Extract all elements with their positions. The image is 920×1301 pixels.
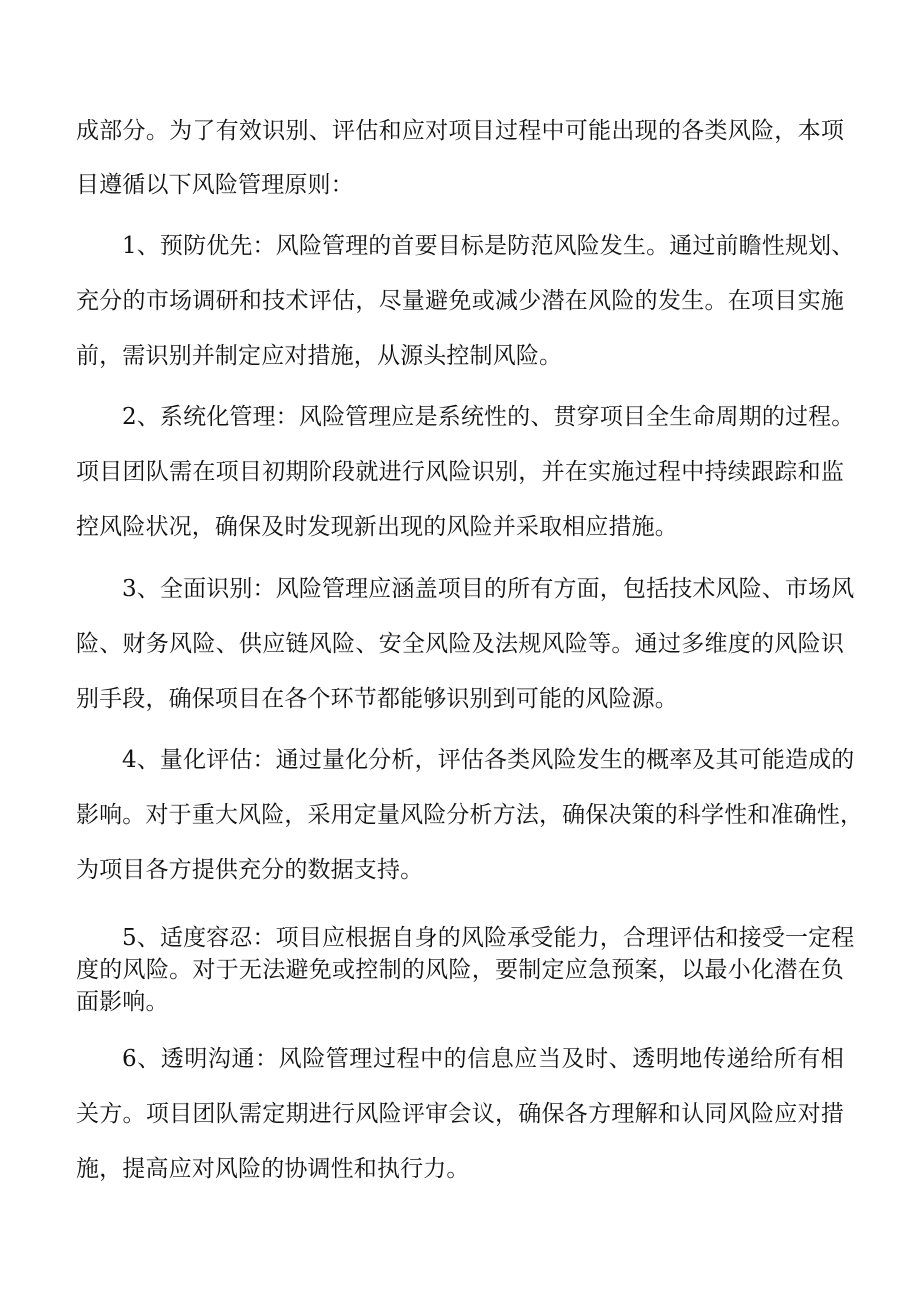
principle-6-line-1: 6、透明沟通：风险管理过程中的信息应当及时、透明地传递给所有相 <box>122 1046 844 1072</box>
principle-3-line-3: 别手段，确保项目在各个环节都能够识别到可能的风险源。 <box>76 686 678 712</box>
paragraph-intro-line-2: 目遵循以下风险管理原则： <box>76 172 354 198</box>
principle-5-line-1: 5、适度容忍：项目应根据自身的风险承受能力，合理评估和接受一定程 <box>122 925 855 951</box>
paragraph-intro-line-1: 成部分。为了有效识别、评估和应对项目过程中可能出现的各类风险，本项 <box>76 118 844 144</box>
principle-5-line-3: 面影响。 <box>76 989 169 1015</box>
principle-4-line-3: 为项目各方提供充分的数据支持。 <box>76 857 424 883</box>
principle-2-line-3: 控风险状况，确保及时发现新出现的风险并采取相应措施。 <box>76 514 678 540</box>
principle-3-line-2: 险、财务风险、供应链风险、安全风险及法规风险等。通过多维度的风险识 <box>76 631 844 657</box>
principle-2-line-1: 2、系统化管理：风险管理应是系统性的、贯穿项目全生命周期的过程。 <box>122 404 855 430</box>
principle-2-line-2: 项目团队需在项目初期阶段就进行风险识别，并在实施过程中持续跟踪和监 <box>76 459 844 485</box>
principle-1-line-2: 充分的市场调研和技术评估，尽量避免或减少潜在风险的发生。在项目实施 <box>76 288 844 314</box>
principle-4-line-1: 4、量化评估：通过量化分析，评估各类风险发生的概率及其可能造成的 <box>122 747 855 773</box>
principle-6-line-2: 关方。项目团队需定期进行风险评审会议，确保各方理解和认同风险应对措 <box>76 1101 844 1127</box>
principle-5-line-2: 度的风险。对于无法避免或控制的风险，要制定应急预案，以最小化潜在负 <box>76 957 844 983</box>
principle-4-line-2: 影响。对于重大风险，采用定量风险分析方法，确保决策的科学性和准确性， <box>76 802 864 828</box>
principle-3-line-1: 3、全面识别：风险管理应涵盖项目的所有方面，包括技术风险、市场风 <box>122 576 855 602</box>
principle-1-line-1: 1、预防优先：风险管理的首要目标是防范风险发生。通过前瞻性规划、 <box>122 233 855 259</box>
principle-1-line-3: 前，需识别并制定应对措施，从源头控制风险。 <box>76 343 563 369</box>
principle-6-line-3: 施，提高应对风险的协调性和执行力。 <box>76 1156 470 1182</box>
